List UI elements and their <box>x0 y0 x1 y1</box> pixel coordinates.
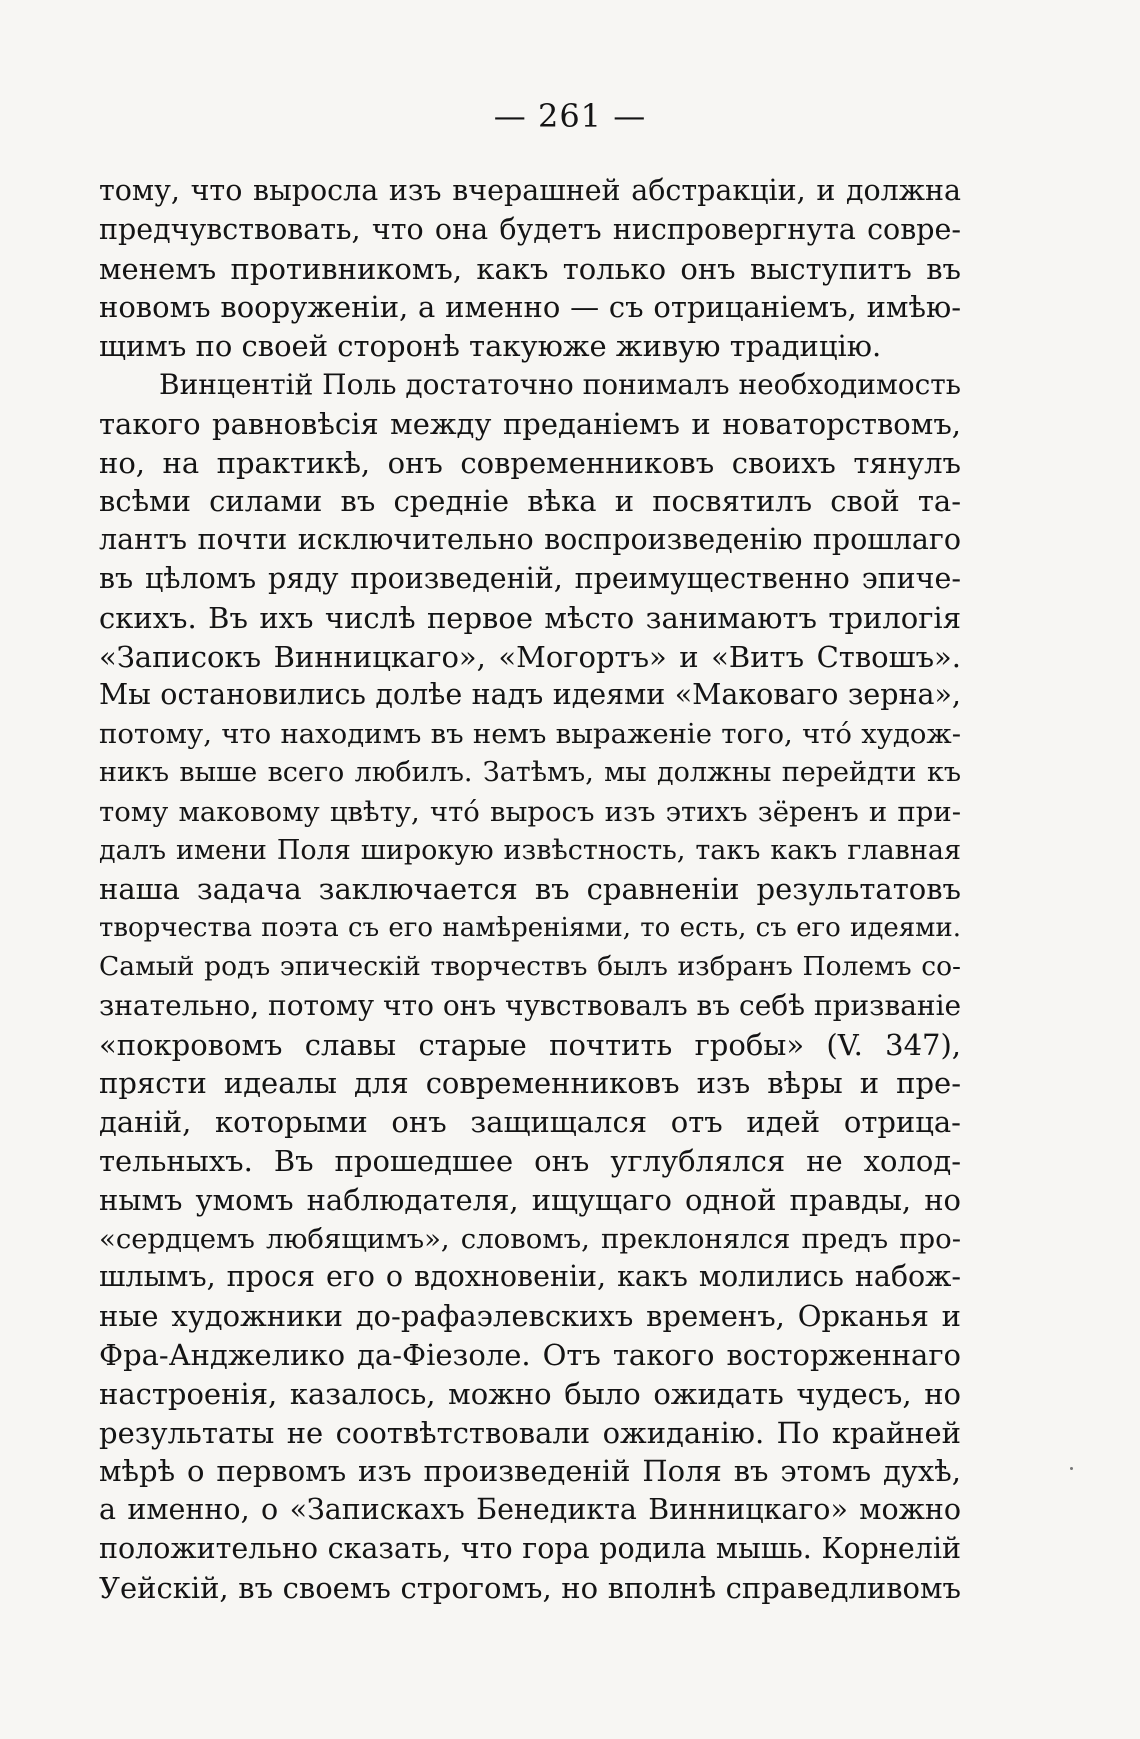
text-line: результаты не соотвѣтствовали ожиданію. По крайней <box>99 1415 961 1450</box>
text-line: но, на практикѣ, онъ современниковъ своихъ тянулъ <box>99 445 961 480</box>
text-line: Фра-Анджелико да-Фіезоле. Отъ такого восторженнаго <box>99 1337 961 1372</box>
text-line: въ цѣломъ ряду произведеній, преимущественно эпиче- <box>99 561 961 595</box>
page-number: — 261 — <box>493 97 647 135</box>
text-line: даній, которыми онъ защищался отъ идей отрица- <box>99 1105 961 1140</box>
text-line: менемъ противникомъ, какъ только онъ выступитъ въ <box>99 251 961 286</box>
text-line: Самый родъ эпическій творчествъ былъ избранъ Полемъ со- <box>99 950 961 982</box>
text-line: щимъ по своей сторонѣ такуюже живую традицію. <box>99 329 882 364</box>
text-line: нымъ умомъ наблюдателя, ищущаго одной правды, но <box>99 1182 961 1217</box>
text-line: потому, что находимъ въ немъ выраженіе того, что́ худож- <box>99 718 961 751</box>
text-line: настроенія, казалось, можно было ожидать чудесъ, но <box>99 1376 961 1411</box>
text-line: тельныхъ. Въ прошедшее онъ углублялся не холод- <box>99 1143 961 1178</box>
text-line: такого равновѣсія между преданіемъ и новаторствомъ, <box>99 406 961 441</box>
text-line: «сердцемъ любящимъ», словомъ, преклонялся предъ про- <box>99 1222 961 1255</box>
text-line: лантъ почти исключительно воспроизведенію прошлаго <box>99 523 961 557</box>
text-line: наша задача заключается въ сравненіи результатовъ <box>99 872 961 907</box>
text-line: шлымъ, прося его о вдохновеніи, какъ молились набож- <box>99 1260 961 1294</box>
body-text <box>99 172 961 1607</box>
text-line: мѣрѣ о первомъ изъ произведеній Поля въ этомъ духѣ, <box>99 1454 961 1489</box>
text-line: Мы остановились долѣе надъ идеями «Маковаго зерна», <box>99 678 961 712</box>
text-line: прясти идеалы для современниковъ изъ вѣры и пре- <box>99 1066 961 1101</box>
text-line: «покровомъ славы старые почтить гробы» (V. 347), <box>99 1027 961 1062</box>
text-line: предчувствовать, что она будетъ ниспровергнута совре- <box>99 212 961 246</box>
text-line: никъ выше всего любилъ. Затѣмъ, мы должны перейдти къ <box>99 756 961 788</box>
text-line: положительно сказать, что гора родила мышь. Корнелій <box>99 1531 961 1565</box>
text-line: далъ имени Поля широкую извѣстность, такъ какъ главная <box>99 834 961 866</box>
text-line: творчества поэта съ его намѣреніями, то есть, съ его идеями. <box>99 913 961 944</box>
text-line: знательно, потому что онъ чувствовалъ въ себѣ призваніе <box>99 988 961 1022</box>
text-line: тому маковому цвѣту, что́ выросъ изъ этихъ зёренъ и при- <box>99 795 961 828</box>
ink-speck <box>1070 1467 1073 1470</box>
text-line: ные художники до-рафаэлевскихъ временъ, Орканья и <box>99 1299 961 1334</box>
text-line: тому, что выросла изъ вчерашней абстракціи, и должна <box>99 174 961 207</box>
text-line: а именно, о «Запискахъ Бенедикта Винницкаго» можно <box>99 1493 961 1527</box>
text-line: Уейскій, въ своемъ строгомъ, но вполнѣ справедливомъ <box>99 1570 961 1605</box>
text-line: Винцентій Поль достаточно понималъ необходимость <box>159 367 961 401</box>
text-line: новомъ вооруженіи, а именно — съ отрицаніемъ, имѣю- <box>99 290 961 325</box>
text-line: «Записокъ Винницкаго», «Могортъ» и «Витъ Ствошъ». <box>99 639 961 674</box>
text-line: скихъ. Въ ихъ числѣ первое мѣсто занимаютъ трилогія <box>99 600 961 635</box>
text-line: всѣми силами въ средніе вѣка и посвятилъ свой та- <box>99 484 961 519</box>
